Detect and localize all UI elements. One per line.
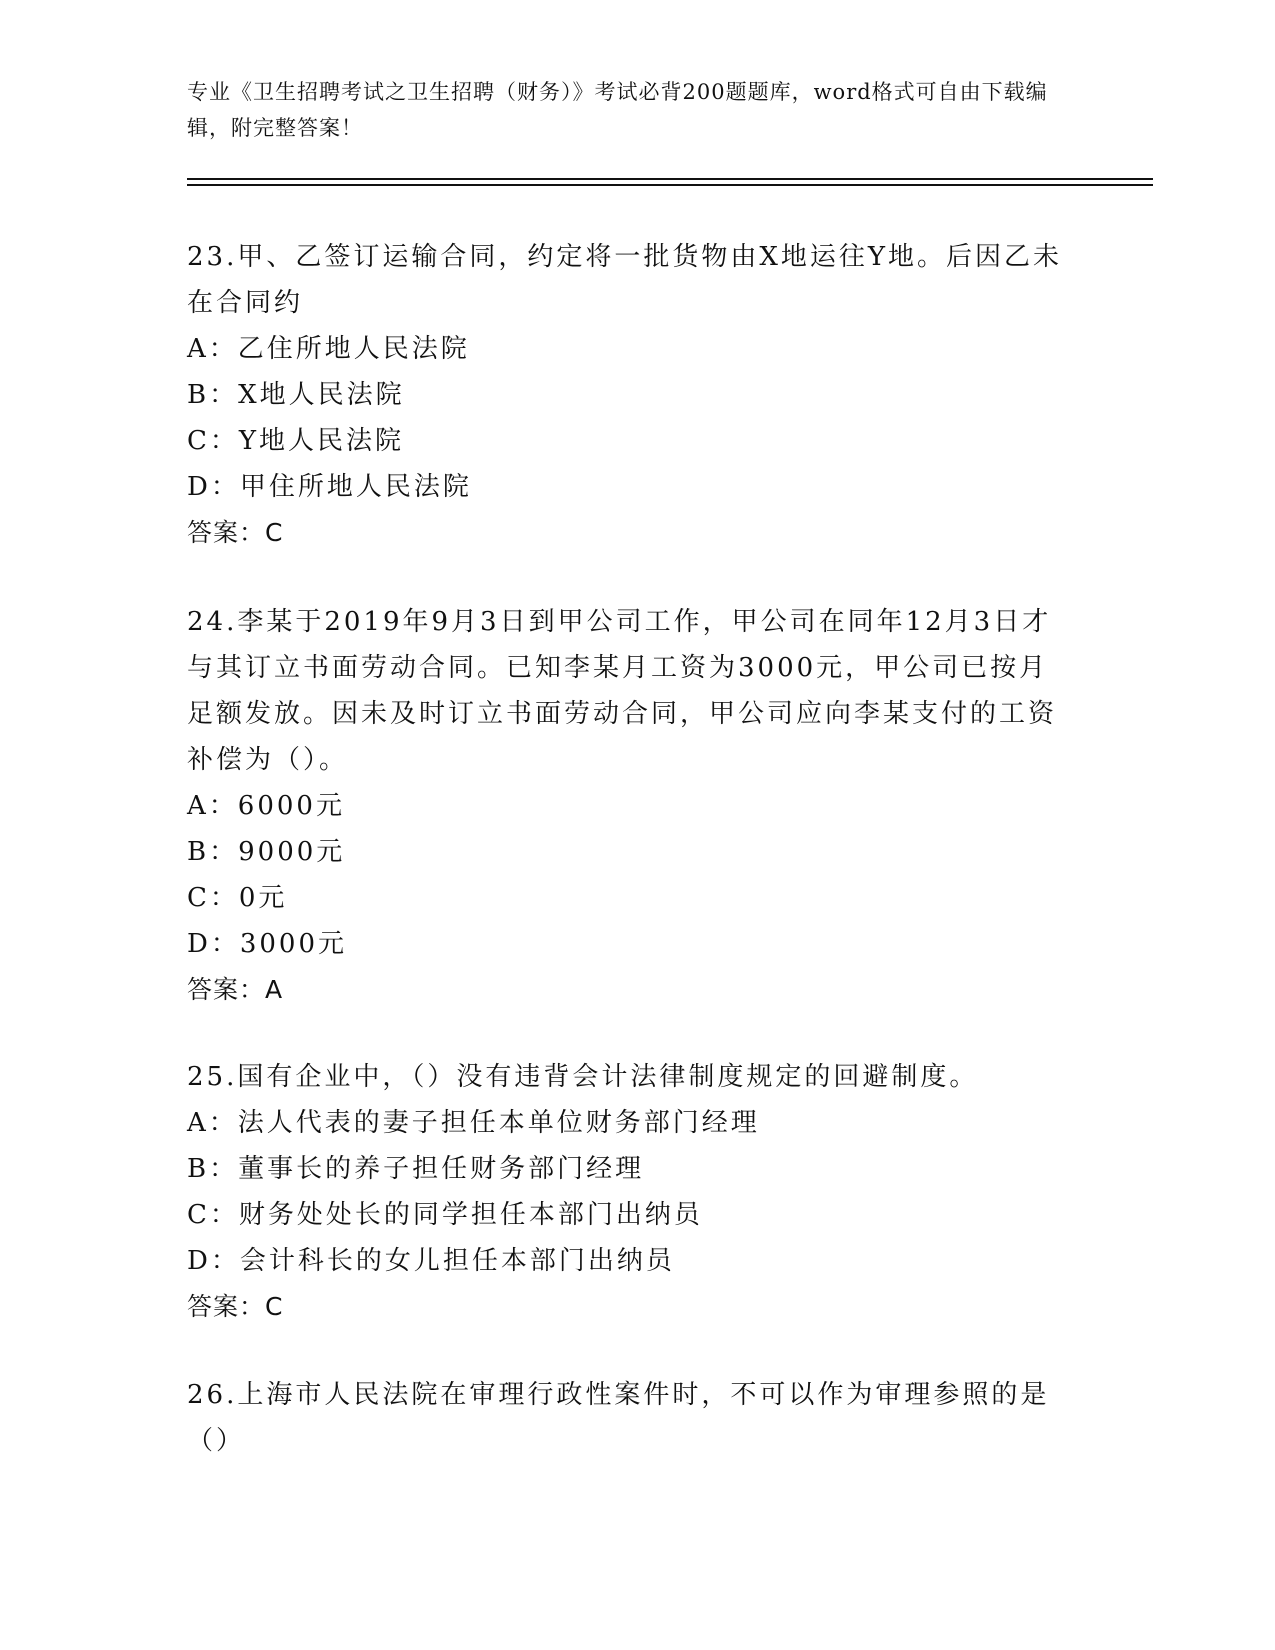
option-d: D：甲住所地人民法院 bbox=[187, 472, 472, 502]
answer-line: 答案：C bbox=[187, 518, 284, 547]
question-24 bbox=[187, 599, 1077, 1013]
option-c: C：Y地人民法院 bbox=[187, 426, 405, 456]
question-stem: 26.上海市人民法院在审理行政性案件时，不可以作为审理参照的是（） bbox=[187, 1380, 1050, 1456]
header-note: 专业《卫生招聘考试之卫生招聘（财务）》考试必背200题题库，word格式可自由下载编辑，附完整答案！ bbox=[187, 80, 1048, 140]
question-23 bbox=[187, 234, 1077, 556]
header-divider bbox=[187, 184, 1153, 186]
answer-line: 答案：A bbox=[187, 975, 284, 1004]
question-26 bbox=[187, 1372, 1077, 1464]
question-stem: 23.甲、乙签订运输合同，约定将一批货物由X地运往Y地。后因乙未在合同约 bbox=[187, 242, 1063, 318]
header-divider bbox=[187, 178, 1153, 180]
option-d: D：3000元 bbox=[187, 929, 348, 959]
question-stem: 24.李某于2019年9月3日到甲公司工作，甲公司在同年12月3日才与其订立书面劳动合同。已知李某月工资为3000元，甲公司已按月足额发放。因未及时订立书面劳动合同，甲公司应向李某支付的工资补偿为（）。 bbox=[187, 607, 1058, 775]
option-c: C：财务处处长的同学担任本部门出纳员 bbox=[187, 1200, 703, 1230]
option-d: D：会计科长的女儿担任本部门出纳员 bbox=[187, 1246, 675, 1276]
question-stem: 25.国有企业中，（）没有违背会计法律制度规定的回避制度。 bbox=[187, 1062, 979, 1092]
option-a: A：法人代表的妻子担任本单位财务部门经理 bbox=[187, 1108, 760, 1138]
option-b: B：X地人民法院 bbox=[187, 380, 405, 410]
option-a: A：乙住所地人民法院 bbox=[187, 334, 470, 364]
answer-line: 答案：C bbox=[187, 1292, 284, 1321]
question-25 bbox=[187, 1054, 1077, 1330]
option-c: C：0元 bbox=[187, 883, 288, 913]
option-b: B：9000元 bbox=[187, 837, 346, 867]
option-b: B：董事长的养子担任财务部门经理 bbox=[187, 1154, 645, 1184]
option-a: A：6000元 bbox=[187, 791, 345, 821]
